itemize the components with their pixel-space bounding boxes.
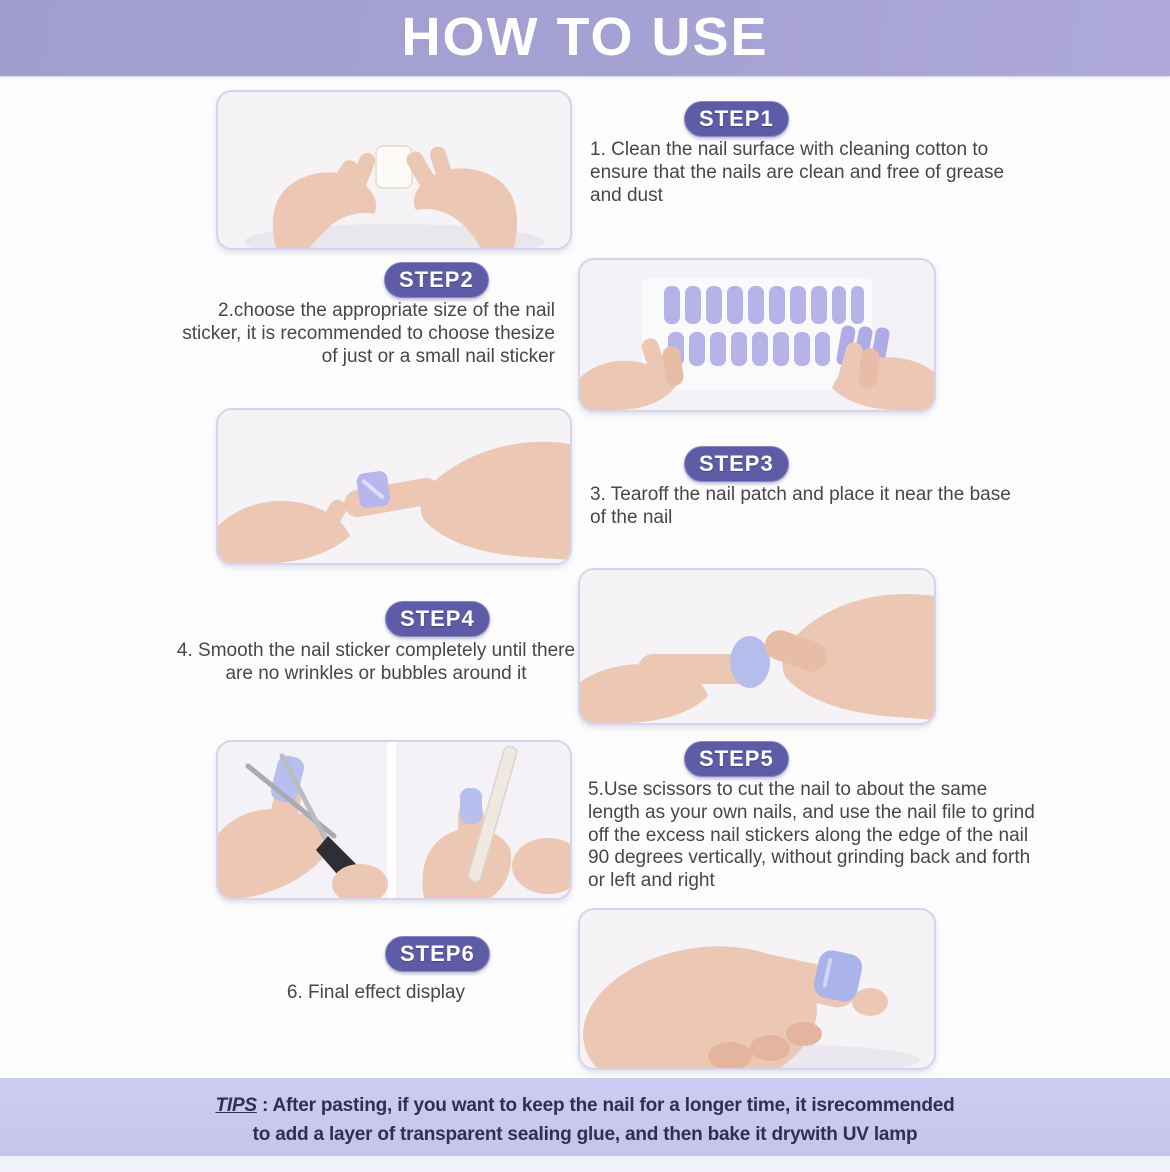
step1-description: 1. Clean the nail surface with cleaning cotton to ensure that the nails are clean and free of grease and dust <box>590 139 1005 206</box>
step1-photo <box>216 90 572 250</box>
step1-badge: STEP1 <box>684 101 789 137</box>
header-banner <box>0 0 1170 76</box>
final-effect-nail-illustration <box>580 910 934 1068</box>
step3-description: 3. Tearoff the nail patch and place it near the base of the nail <box>590 484 1011 528</box>
placing-patch-on-nail-illustration <box>218 410 570 563</box>
page-title: HOW TO USE <box>401 7 769 67</box>
step5-photo <box>216 740 572 900</box>
step5-description: 5.Use scissors to cut the nail to about the same length as your own nails, and use the nail file to grind off the excess nail stickers along the edge of the nail 90 degrees vertically, without grinding back and forth or left and right <box>588 779 1035 892</box>
cotton-pad-icon <box>376 146 412 188</box>
step4-photo <box>578 568 936 725</box>
smoothing-sticker-with-thumb-illustration <box>580 570 934 723</box>
footer-fade-strip <box>0 1156 1170 1172</box>
step6-badge: STEP6 <box>385 936 490 972</box>
step3-badge: STEP3 <box>684 446 789 482</box>
tips-text <box>0 1078 1170 1149</box>
tips-line2: to add a layer of transparent sealing glue, and then bake it drywith UV lamp <box>252 1124 918 1145</box>
step6-photo <box>578 908 936 1070</box>
purple-nail-sticker-sheet-illustration <box>580 260 934 410</box>
tips-banner <box>0 1078 1170 1156</box>
step3-photo <box>216 408 572 565</box>
tips-label: TIPS <box>215 1095 257 1116</box>
tips-line1-rest: : After pasting, if you want to keep the nail for a longer time, it isrecommended <box>256 1095 955 1116</box>
nail-patch-icon <box>356 470 392 509</box>
step4-description: 4. Smooth the nail sticker completely until there are no wrinkles or bubbles around it <box>176 640 576 684</box>
step6-description: 6. Final effect display <box>286 982 466 1003</box>
step2-photo <box>578 258 936 412</box>
hands-tearing-cleaning-cotton-illustration <box>218 92 570 248</box>
tips-line1 <box>0 1091 1170 1120</box>
step2-description: 2.choose the appropriate size of the nail sticker, it is recommended to choose thesize of just or a small nail sticker <box>182 300 555 367</box>
step4-badge: STEP4 <box>385 601 490 637</box>
step5-badge: STEP5 <box>684 741 789 777</box>
cutting-with-scissors-and-filing-illustration <box>218 742 570 898</box>
step2-badge: STEP2 <box>384 262 489 298</box>
nail-sticker-icon <box>730 636 770 688</box>
